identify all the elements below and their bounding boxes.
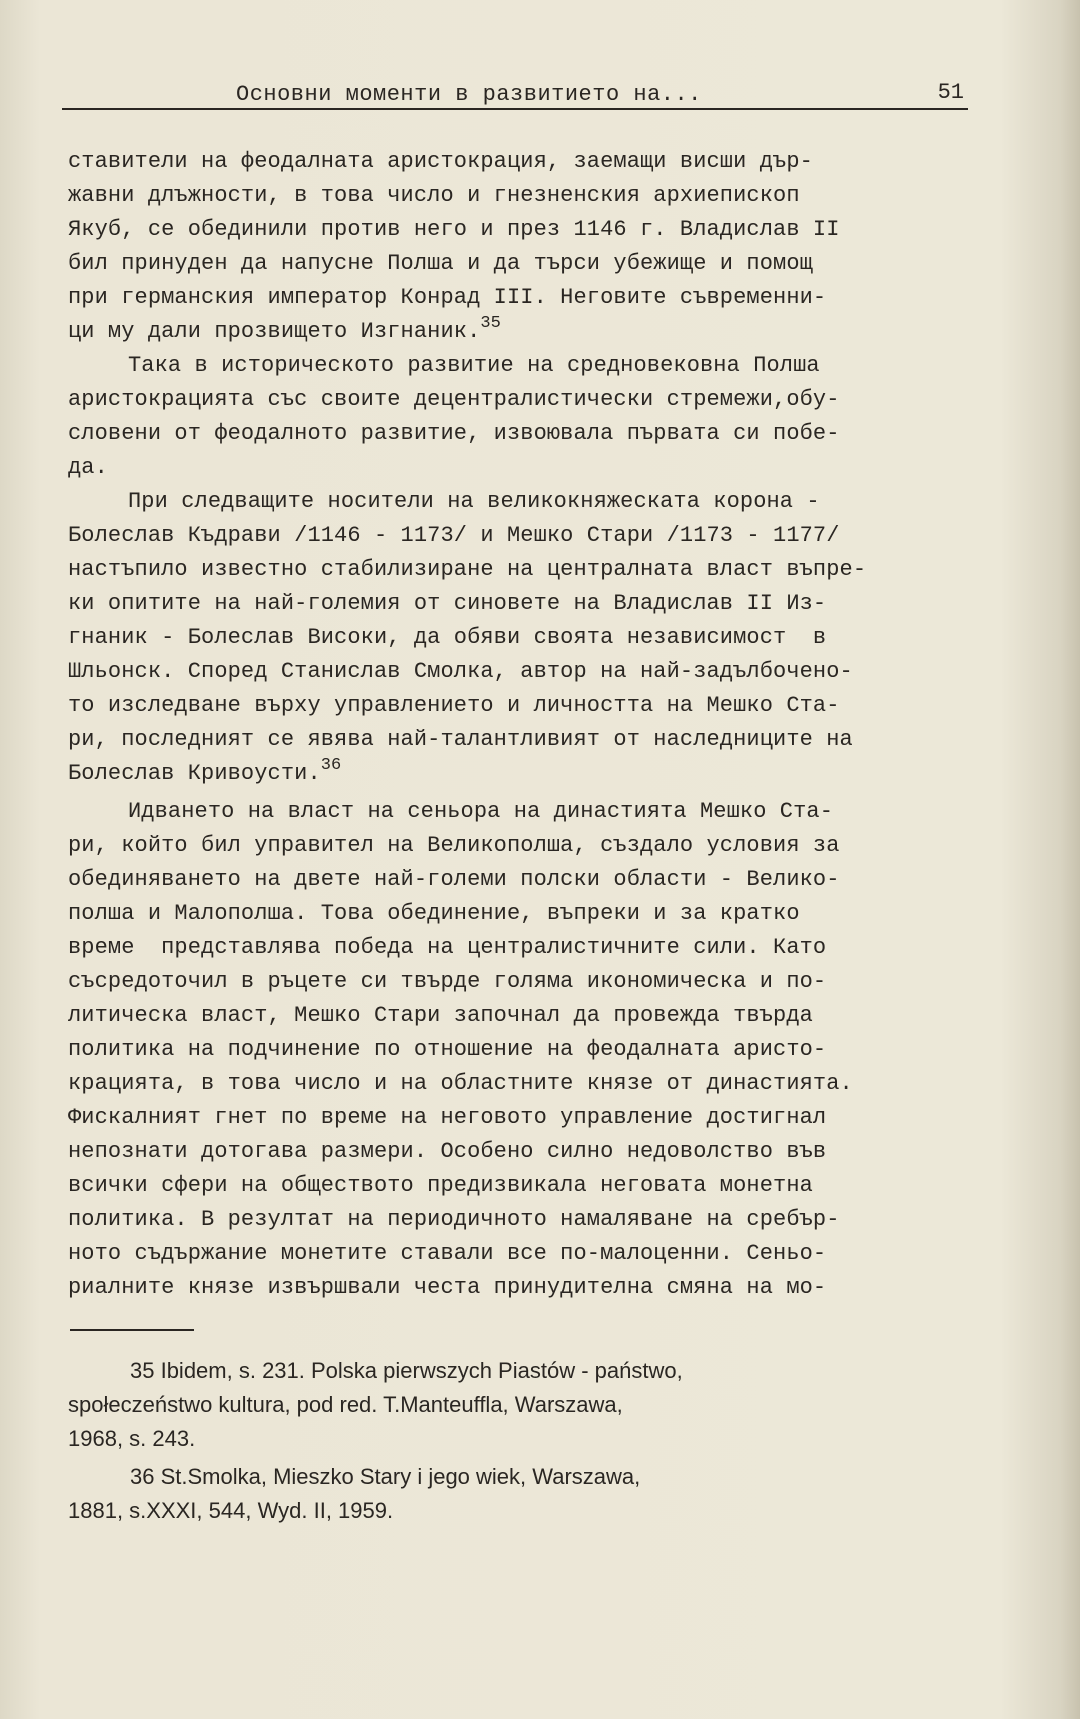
text-line: ното съдържание монетите ставали все по-малоценни. Сеньо- [68,1241,827,1266]
text-line: политика. В резултат на периодичното намаляване на сребър- [68,1207,840,1232]
text-line: словени от феодалното развитие, извоювала първата си побе- [68,421,840,446]
page-header [62,78,968,110]
running-title: Основни моменти в развитието на... [236,82,702,107]
text-line: ки опитите на най-големия от синовете на Владислав II Из- [68,591,827,616]
text-line: обединяването на двете най-големи полски области - Велико- [68,867,840,892]
line-text: Болеслав Кривоусти. [68,761,321,786]
text-line: гнаник - Болеслав Високи, да обяви своята независимост в [68,625,827,650]
text-line: жавни длъжности, в това число и гнезненския архиепископ [68,183,800,208]
text-line: литическа власт, Мешко Стари започнал да провежда твърда [68,1003,813,1028]
text-line: Якуб, се обединили против него и през 1146 г. Владислав II [68,217,840,242]
footnote-36: 36 St.Smolka, Mieszko Stary i jego wiek, Warszawa, [130,1464,641,1489]
page-number: 51 [937,80,964,105]
footnote-line: społeczeństwo kultura, pod red. T.Manteuffla, Warszawa, [68,1392,623,1417]
footnote-35: 35 Ibidem, s. 231. Polska pierwszych Piastów - państwo, [130,1358,683,1383]
line-text: ци му дали прозвището Изгнаник. [68,319,481,344]
footnote-line: 1968, s. 243. [68,1426,196,1451]
text-line: риалните князе извършвали честа принудителна смяна на мо- [68,1275,827,1300]
footnotes [68,1354,988,1528]
paragraph-start: При следващите носители на великокняжеската корона - [128,489,820,514]
text-line: да. [68,455,108,480]
text-line: настъпило известно стабилизиране на централната власт въпре- [68,557,867,582]
paragraph-start: Така в историческото развитие на средновековна Полша [128,353,820,378]
text-line: аристокрацията със своите децентралистически стремежи,обу- [68,387,840,412]
footnote-line: 1881, s.XXXI, 544, Wyd. II, 1959. [68,1498,394,1523]
footnote-separator [70,1329,194,1331]
text-line: ри, който бил управител на Великополша, създало условия за [68,833,840,858]
text-line: бил принуден да напусне Полша и да търси убежище и помощ [68,251,813,276]
text-line: съсредоточил в ръцете си твърде голяма икономическа и по- [68,969,827,994]
text-line: Шльонск. Според Станислав Смолка, автор на най-задълбочено- [68,659,853,684]
text-line: то изследване върху управлението и личността на Мешко Ста- [68,693,840,718]
text-line: ри, последният се явява най-талантливият от наследниците на [68,727,853,752]
text-line: Фискалният гнет по време на неговото управление достигнал [68,1105,827,1130]
text-line: политика на подчинение по отношение на феодалната аристо- [68,1037,827,1062]
text-line: ставители на феодалната аристокрация, заемащи висши дър- [68,149,813,174]
text-line: всички сфери на обществото предизвикала неговата монетна [68,1173,813,1198]
text-line: Болеслав Къдрави /1146 - 1173/ и Мешко Стари /1173 - 1177/ [68,523,840,548]
text-line: време представлява победа на централистичните сили. Като [68,935,827,960]
footnote-ref-35: 35 [480,314,501,333]
footnote-ref-36: 36 [320,756,342,775]
text-line: полша и Малополша. Това обединение, въпреки и за кратко [68,901,800,926]
text-line: непознати дотогава размери. Особено силно недоволство във [68,1139,827,1164]
text-line: при германския император Конрад III. Неговите съвременни- [68,285,827,310]
text-line-with-footnote [68,757,988,795]
paragraph-start: Идването на власт на сеньора на династията Мешко Ста- [128,799,834,824]
text-line: крацията, в това число и на областните князе от династията. [68,1071,853,1096]
text-line-with-footnote [68,315,988,349]
main-text [68,145,988,1305]
